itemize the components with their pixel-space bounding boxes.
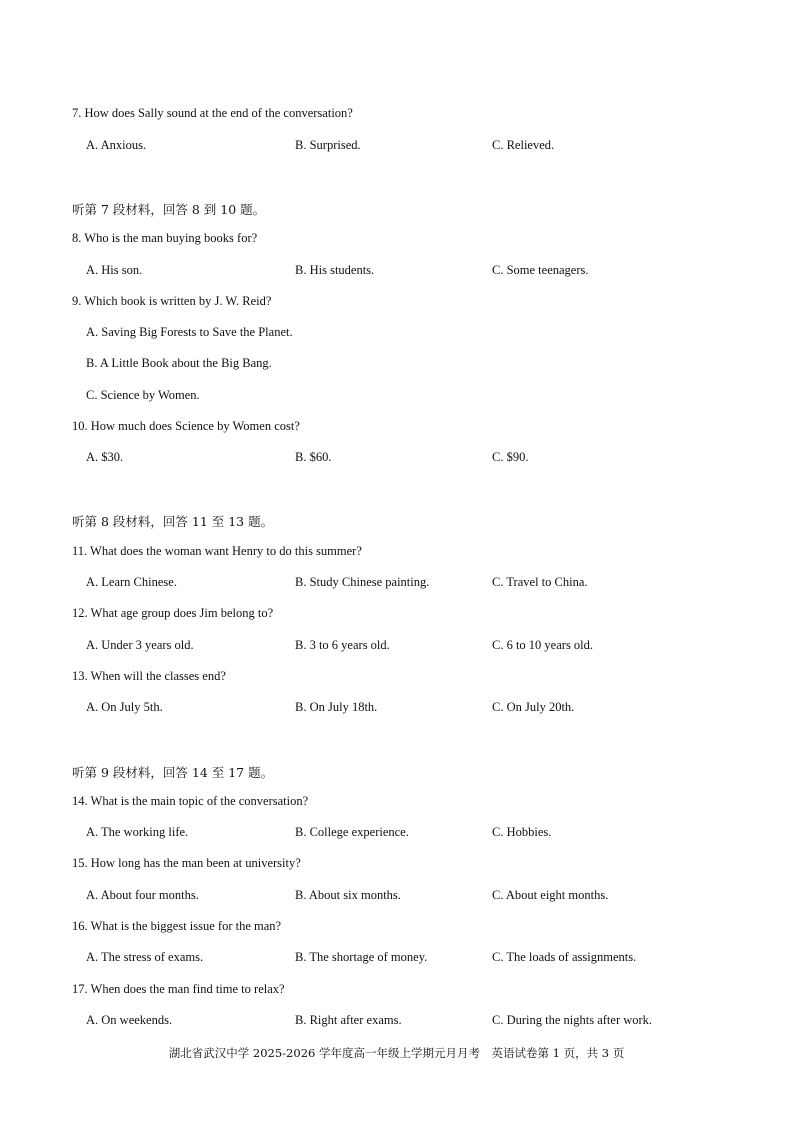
- question-13-stem: 13. When will the classes end?: [72, 669, 226, 683]
- section-heading-9: 听第 9 段材料，回答 14 至 17 题。: [72, 765, 274, 780]
- question-13-option-b: B. On July 18th.: [295, 700, 378, 714]
- question-15-option-a: A. About four months.: [86, 888, 199, 902]
- question-16-option-a: A. The stress of exams.: [86, 950, 204, 964]
- question-14-option-b: B. College experience.: [295, 825, 409, 839]
- question-14-stem: 14. What is the main topic of the conversation?: [72, 794, 309, 808]
- question-17-stem: 17. When does the man find time to relax?: [72, 982, 285, 996]
- question-12-stem: 12. What age group does Jim belong to?: [72, 606, 274, 620]
- question-17-option-b: B. Right after exams.: [295, 1013, 402, 1027]
- question-12-option-c: C. 6 to 10 years old.: [492, 638, 594, 652]
- question-10-option-b: B. $60.: [295, 450, 332, 464]
- question-17-option-c: C. During the nights after work.: [492, 1013, 653, 1027]
- question-16-option-b: B. The shortage of money.: [295, 950, 428, 964]
- question-11-option-b: B. Study Chinese painting.: [295, 575, 430, 589]
- question-8-option-c: C. Some teenagers.: [492, 263, 589, 277]
- question-16-option-c: C. The loads of assignments.: [492, 950, 637, 964]
- question-10-stem: 10. How much does Science by Women cost?: [72, 419, 300, 433]
- question-14-option-a: A. The working life.: [86, 825, 189, 839]
- question-15-option-b: B. About six months.: [295, 888, 401, 902]
- question-12-option-b: B. 3 to 6 years old.: [295, 638, 390, 652]
- question-14-option-c: C. Hobbies.: [492, 825, 552, 839]
- page-footer: 湖北省武汉中学 2025-2026 学年度高一年级上学期元月月考 英语试卷第 1 页，共 3 页: [168, 1046, 625, 1060]
- question-13-option-c: C. On July 20th.: [492, 700, 575, 714]
- question-7-option-b: B. Surprised.: [295, 138, 361, 152]
- question-7-stem: 7. How does Sally sound at the end of the conversation?: [72, 106, 353, 120]
- question-8-stem: 8. Who is the man buying books for?: [72, 231, 258, 245]
- question-10-option-a: A. $30.: [86, 450, 124, 464]
- question-7-option-a: A. Anxious.: [86, 138, 147, 152]
- question-16-stem: 16. What is the biggest issue for the man?: [72, 919, 282, 933]
- question-7-option-c: C. Relieved.: [492, 138, 555, 152]
- section-heading-8: 听第 8 段材料，回答 11 至 13 题。: [72, 514, 274, 529]
- question-13-option-a: A. On July 5th.: [86, 700, 163, 714]
- question-11-stem: 11. What does the woman want Henry to do this summer?: [72, 544, 362, 558]
- question-9-option-b: B. A Little Book about the Big Bang.: [86, 356, 272, 370]
- question-11-option-a: A. Learn Chinese.: [86, 575, 177, 589]
- question-15-option-c: C. About eight months.: [492, 888, 609, 902]
- question-11-option-c: C. Travel to China.: [492, 575, 588, 589]
- section-heading-7: 听第 7 段材料，回答 8 到 10 题。: [72, 202, 266, 217]
- question-9-option-c: C. Science by Women.: [86, 388, 200, 402]
- question-8-option-b: B. His students.: [295, 263, 375, 277]
- question-10-option-c: C. $90.: [492, 450, 529, 464]
- question-12-option-a: A. Under 3 years old.: [86, 638, 194, 652]
- question-8-option-a: A. His son.: [86, 263, 143, 277]
- question-9-stem: 9. Which book is written by J. W. Reid?: [72, 294, 272, 308]
- question-17-option-a: A. On weekends.: [86, 1013, 173, 1027]
- question-9-option-a: A. Saving Big Forests to Save the Planet.: [86, 325, 293, 339]
- question-15-stem: 15. How long has the man been at university?: [72, 856, 301, 870]
